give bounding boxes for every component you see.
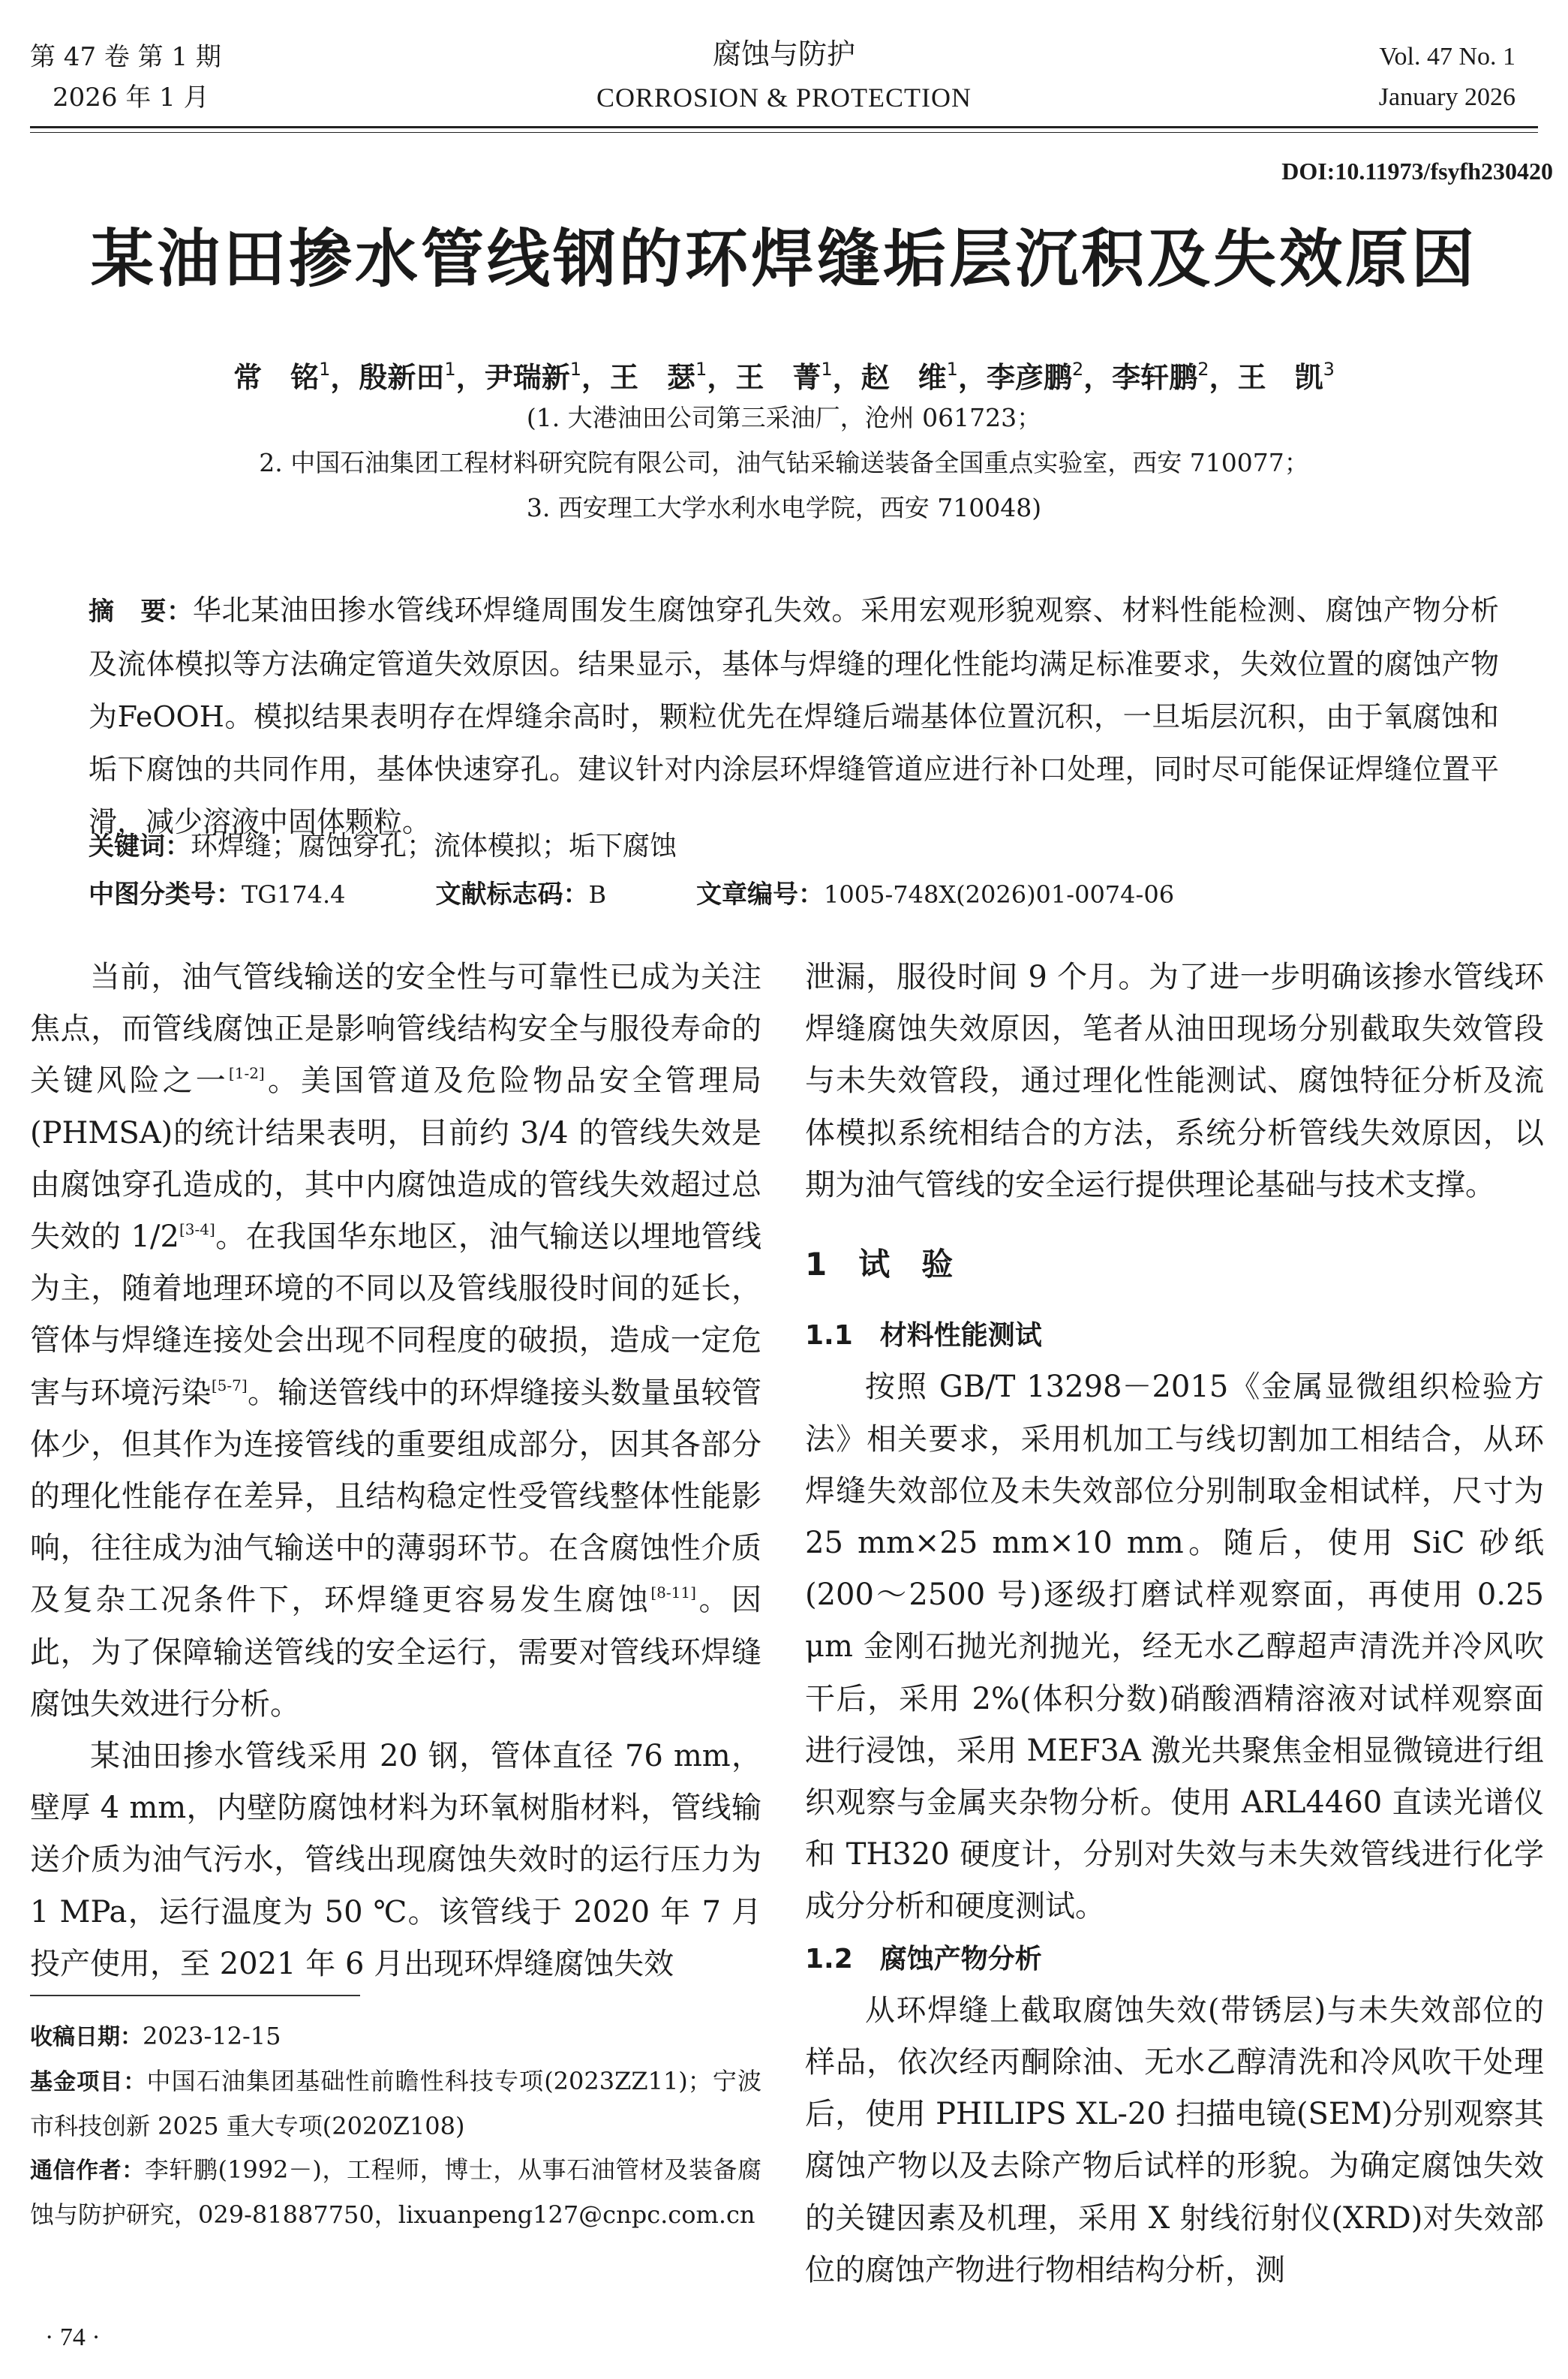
abstract xyxy=(89,584,1499,848)
author: 殷新田 xyxy=(359,361,445,394)
section-1-1-paragraph: 按照 GB/T 13298－2015《金属显微组织检验方法》相关要求，采用机加工与线切割加工相结合，从环焊缝失效部位及未失效部位分别制取金相试样，尺寸为 25 mm×25 mm×10 mm。随后，使用 SiC 砂纸(200～2500 号)逐级打磨试样观察面，再使用 0.25 μm 金刚石抛光剂抛光，经无水乙醇超声清洗并冷风吹干后，采用 2%(体积分数)硝酸酒精溶液对试样观察面进行浸蚀，采用 MEF3A 激光共聚焦金相显微镜进行组织观察与金属夹杂物分析。使用 ARL4460 直读光谱仪和 TH320 硬度计，分别对失效与未失效管线进行化学成分分析和硬度测试。 xyxy=(805,1370,1544,1924)
text-run: 。输送管线中的环焊缝接头数量虽较管体少，但其作为连接管线的重要组成部分，因其各部分的理化性能存在差异，且结构稳定性受管线整体性能影响，往往成为油气输送中的薄弱环节。在含腐蚀性介质及复杂工况条件下，环焊缝更容易发生腐蚀 xyxy=(30,1375,761,1618)
author: 赵 维 xyxy=(861,361,947,394)
text-run: 。在我国华东地区，油气输送以埋地管线为主，随着地理环境的不同以及管线服役时间的延长，管体与焊缝连接处会出现不同程度的破损，造成一定危害与环境污染 xyxy=(30,1220,762,1410)
author: 尹瑞新 xyxy=(484,361,570,394)
journal-title-cn: 腐蚀与防护 xyxy=(712,38,855,71)
footnote-rule xyxy=(30,1995,360,1996)
abstract-label: 摘 要： xyxy=(89,597,193,627)
received-date xyxy=(30,2014,761,2059)
citation[interactable]: [1-2] xyxy=(228,1064,265,1083)
citation[interactable]: [5-7] xyxy=(211,1376,248,1394)
keywords-text: 环焊缝；腐蚀穿孔；流体模拟；垢下腐蚀 xyxy=(191,831,677,862)
author: 王 瑟 xyxy=(610,361,696,394)
author-affil-mark: 1 xyxy=(444,359,456,380)
author-affil-mark: 2 xyxy=(1071,359,1084,380)
funding xyxy=(30,2059,761,2148)
volume-en: Vol. 47 No. 1 xyxy=(1379,43,1515,71)
abstract-text: 华北某油田掺水管线环焊缝周围发生腐蚀穿孔失效。采用宏观形貌观察、材料性能检测、腐蚀产物分析及流体模拟等方法确定管道失效原因。结果显示，基体与焊缝的理化性能均满足标准要求，失效位置的腐蚀产物为FeOOH。模拟结果表明存在焊缝余高时，颗粒优先在焊缝后端基体位置沉积，一旦垢层沉积，由于氧腐蚀和垢下腐蚀的共同作用，基体快速穿孔。建议针对内涂层环焊缝管道应进行补口处理，同时尽可能保证焊缝位置平滑，减少溶液中固体颗粒。 xyxy=(89,594,1500,838)
received-value: 2023-12-15 xyxy=(143,2022,281,2050)
body-column-right xyxy=(805,952,1544,2296)
affiliation-1: (1. 大港油田公司第三采油厂，沧州 061723； xyxy=(526,403,1042,432)
article-number-value: 1005-748X(2026)01-0074-06 xyxy=(824,880,1175,909)
intro-paragraph-1 xyxy=(30,952,761,1731)
keywords xyxy=(89,824,1499,869)
funding-value: 中国石油集团基础性前瞻性科技专项(2023ZZ11)；宁波市科技创新 2025 重大专项(2020Z108) xyxy=(30,2067,761,2140)
author-list: 常 铭$^1$，殷新田$^1$，尹瑞新$^1$，王 瑟$^1$，王 菁$^1$，赵 维$^1$，李彦鹏$^2$，李轩鹏$^2$，王 凯$^3$ xyxy=(233,359,1335,394)
article-number-label: 文章编号： xyxy=(696,880,825,910)
date-cn: 2026 年 1 月 xyxy=(53,83,209,113)
section-1-2-paragraph: 从环焊缝上截取腐蚀失效(带锈层)与未失效部位的样品，依次经丙酮除油、无水乙醇清洗和冷风吹干处理后，使用 PHILIPS XL-20 扫描电镜(SEM)分别观察其腐蚀产物以及去除产物后试样的形貌。为确定腐蚀失效的关键因素及机理，采用 X 射线衍射仪(XRD)对失效部位的腐蚀产物进行物相结构分析，测 xyxy=(805,1993,1544,2287)
affiliation-3: 3. 西安理工大学水利水电学院，西安 710048) xyxy=(526,493,1042,522)
header-rule-thin xyxy=(30,132,1538,133)
received-label: 收稿日期： xyxy=(30,2024,143,2050)
corresponding-author xyxy=(30,2148,761,2236)
header-rule-thick xyxy=(30,126,1538,128)
text-run: 。因此，为了保障输送管线的安全运行，需要对管线环焊缝腐蚀失效进行分析。 xyxy=(30,1583,762,1722)
doc-code-value: B xyxy=(588,880,607,909)
section-heading-1: 1 试 验 xyxy=(805,1246,954,1283)
date-en: January 2026 xyxy=(1378,83,1515,111)
author-affil-mark: 1 xyxy=(569,359,582,380)
journal-title-en: CORROSION & PROTECTION xyxy=(596,83,972,113)
author-affil-mark: 3 xyxy=(1323,359,1335,380)
author-affil-mark: 1 xyxy=(695,359,707,380)
page-number: · 74 · xyxy=(45,2323,101,2351)
affiliation-2: 2. 中国石油集团工程材料研究院有限公司，油气钻采输送装备全国重点实验室，西安 710077； xyxy=(259,448,1309,477)
article-title: 某油田掺水管线钢的环焊缝垢层沉积及失效原因 xyxy=(90,222,1477,296)
author-affil-mark: 1 xyxy=(946,359,958,380)
text-run: 当前，油气管线输送的安全性与可靠性已成为关注焦点，而管线腐蚀正是影响管线结构安全与服役寿命的关键风险之一 xyxy=(30,960,761,1099)
author-affil-mark: 2 xyxy=(1197,359,1209,380)
intro-paragraph-2: 某油田掺水管线采用 20 钢，管体直径 76 mm，壁厚 4 mm，内壁防腐蚀材料为环氧树脂材料，管线输送介质为油气污水，管线出现腐蚀失效时的运行压力为 1 MPa，运行温度为 50 ℃。该管线于 2020 年 7 月投产使用，至 2021 年 6 月出现环焊缝腐蚀失效 xyxy=(30,1739,761,1981)
corresponding-author-value: 李轩鹏(1992－)，工程师，博士，从事石油管材及装备腐蚀与防护研究，029-81887750，lixuanpeng127@cnpc.com.cn xyxy=(30,2155,761,2229)
author: 王 菁 xyxy=(735,361,822,394)
section-heading-1-1: 1.1 材料性能测试 xyxy=(805,1320,1042,1352)
text-run: 。美国管道及危险物品安全管理局(PHMSA)的统计结果表明，目前约 3/4 的管线失效是由腐蚀穿孔造成的，其中内腐蚀造成的管线失效超过总失效的 1/2 xyxy=(30,1063,762,1255)
clc-value: TG174.4 xyxy=(242,880,346,909)
author-affil-mark: 1 xyxy=(319,359,331,380)
funding-label: 基金项目： xyxy=(30,2069,147,2095)
author: 李彦鹏 xyxy=(986,361,1072,394)
keywords-label: 关键词： xyxy=(89,832,191,862)
section-heading-1-2: 1.2 腐蚀产物分析 xyxy=(805,1943,1042,1974)
intro-paragraph-2-continued: 泄漏，服役时间 9 个月。为了进一步明确该掺水管线环焊缝腐蚀失效原因，笔者从油田现场分别截取失效管段与未失效管段，通过理化性能测试、腐蚀特征分析及流体模拟系统相结合的方法，系统分析管线失效原因，以期为油气管线的安全运行提供理论基础与技术支撑。 xyxy=(805,960,1544,1202)
author: 李轩鹏 xyxy=(1112,361,1198,394)
body-column-left xyxy=(30,952,761,1990)
author-affil-mark: 1 xyxy=(821,359,833,380)
author: 常 铭 xyxy=(233,361,320,394)
author: 王 凯 xyxy=(1237,361,1323,394)
citation[interactable]: [8-11] xyxy=(650,1583,696,1602)
clc-label: 中图分类号： xyxy=(89,880,242,910)
doi[interactable]: DOI:10.11973/fsyfh230420 xyxy=(1281,158,1553,185)
volume-cn: 第 47 卷 第 1 期 xyxy=(30,42,221,72)
classification-line xyxy=(89,872,1514,917)
citation[interactable]: [3-4] xyxy=(179,1220,215,1239)
doc-code-label: 文献标志码： xyxy=(435,880,589,910)
footnotes xyxy=(30,2014,761,2236)
corresponding-author-label: 通信作者： xyxy=(30,2158,145,2184)
